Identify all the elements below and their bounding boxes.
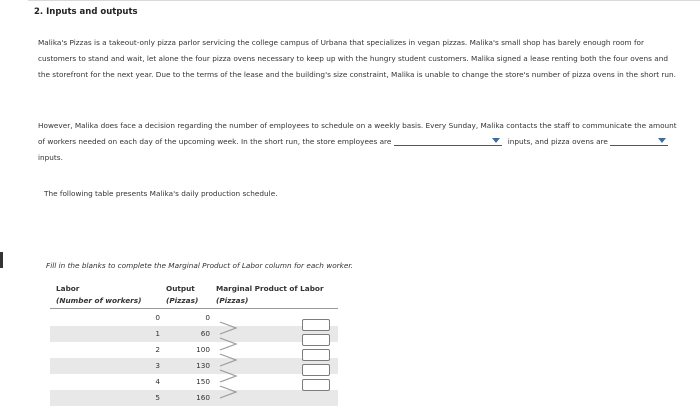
output-cell: 150 xyxy=(196,377,210,386)
table-row xyxy=(50,390,338,406)
intro-paragraph: Malika's Pizzas is a takeout-only pizza parlor servicing the college campus of Urbana that specializes in vegan pizzas. Malika's small shop has barely enough room for customers to stand and wait, let alone the four pizza ovens necessary to keep up with the hungry student customers. Malika signed a lease renting both the four ovens and the storefront for the next year. Due to the terms of the lease and the building's size constraint, Malika is unable to change the store's number of pizza ovens in the short run. xyxy=(38,38,676,80)
mpl-input-worker-3[interactable] xyxy=(302,349,330,361)
connector-chevron xyxy=(220,338,236,350)
labor-cell: 0 xyxy=(155,313,160,322)
mpl-input-worker-4[interactable] xyxy=(302,364,330,376)
mpl-input-worker-1[interactable] xyxy=(302,319,330,331)
question-title: 2. Inputs and outputs xyxy=(34,7,138,17)
labor-header-unit: (Number of workers) xyxy=(56,296,142,305)
connector-chevron xyxy=(220,322,236,334)
output-cell: 0 xyxy=(205,313,210,322)
labor-cell: 3 xyxy=(155,361,160,370)
labor-cell: 4 xyxy=(155,377,160,386)
header-divider xyxy=(50,308,338,309)
decision-paragraph xyxy=(38,118,678,167)
output-cell: 100 xyxy=(196,345,210,354)
table-row xyxy=(50,326,338,342)
connector-chevrons xyxy=(218,320,240,404)
chevron-down-icon xyxy=(492,138,500,143)
side-handle[interactable] xyxy=(0,252,3,268)
output-header: Output xyxy=(166,284,195,293)
paragraph2-text-1: However, Malika does face a decision regarding the number of employees to schedule on a weekly basis. Every Sunday, Malika contacts the staff to communicate the amount of workers needed on each day of the upcoming week. In the short run, the store employees are xyxy=(38,121,677,147)
output-cell: 60 xyxy=(200,329,210,338)
table-row xyxy=(50,342,338,358)
instructions-text: Fill in the blanks to complete the Marginal Product of Labor column for each worker. xyxy=(46,261,354,270)
chevron-down-icon xyxy=(658,138,666,143)
output-header-unit: (Pizzas) xyxy=(166,296,199,305)
connector-chevron xyxy=(220,386,236,398)
connector-chevron xyxy=(220,370,236,382)
table-row xyxy=(50,374,338,390)
table-row xyxy=(50,358,338,374)
mpl-header-unit: (Pizzas) xyxy=(216,296,249,305)
mpl-input-worker-5[interactable] xyxy=(302,379,330,391)
mpl-header: Marginal Product of Labor xyxy=(216,284,324,293)
output-cell: 160 xyxy=(196,393,210,402)
output-cell: 130 xyxy=(196,361,210,370)
table-intro-text: The following table presents Malika's daily production schedule. xyxy=(44,189,278,198)
labor-cell: 5 xyxy=(155,393,160,402)
labor-cell: 1 xyxy=(155,329,160,338)
paragraph2-text-2: inputs, and pizza ovens are xyxy=(507,137,608,147)
labor-cell: 2 xyxy=(155,345,160,354)
paragraph2-text-3: inputs. xyxy=(38,153,63,163)
top-divider xyxy=(28,0,700,1)
table-row xyxy=(50,310,338,326)
connector-chevron xyxy=(220,354,236,366)
labor-header: Labor xyxy=(56,284,80,293)
mpl-input-worker-2[interactable] xyxy=(302,334,330,346)
ovens-input-type-dropdown[interactable] xyxy=(610,136,668,146)
employees-input-type-dropdown[interactable] xyxy=(394,136,502,146)
